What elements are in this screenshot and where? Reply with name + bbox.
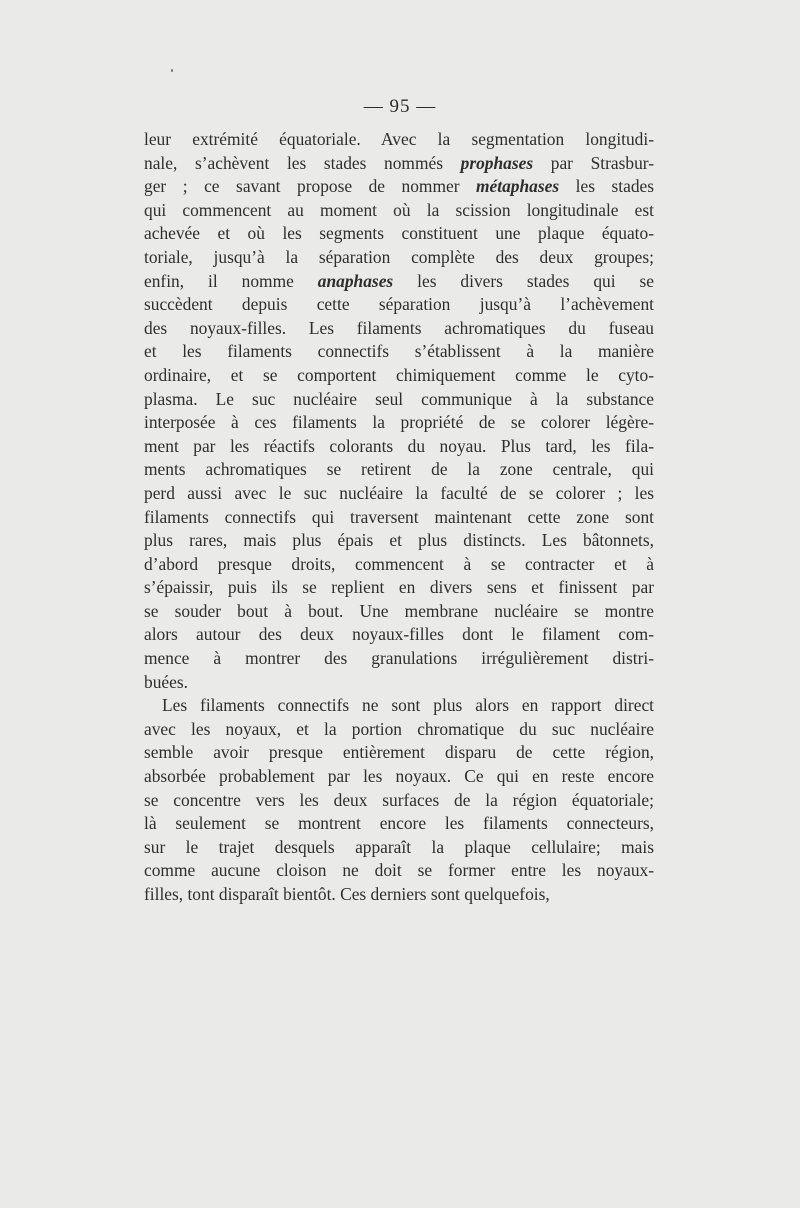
text-line: et les filaments connectifs s’établissent à la manière (144, 341, 654, 362)
text-line: filaments connectifs qui traversent maintenant cette zone sont (144, 506, 654, 527)
text-line: filles, tont disparaît bientôt. Ces derniers sont quelquefois, (144, 884, 550, 904)
text-line: se concentre vers les deux surfaces de la région équatoriale; (144, 789, 654, 810)
text-line: perd aussi avec le suc nucléaire la faculté de se colorer ; les (144, 482, 654, 503)
text-line: absorbée probablement par les noyaux. Ce qui en reste encore (144, 766, 654, 787)
page-speck (171, 69, 173, 72)
text-line: d’abord presque droits, commencent à se contracter et à (144, 553, 654, 574)
text-line: sur le trajet desquels apparaît la plaque cellulaire; mais (144, 836, 654, 857)
text-line: buées. (144, 671, 188, 692)
text-line: plus rares, mais plus épais et plus distincts. Les bâtonnets, (144, 530, 654, 551)
text-line: Les filaments connectifs ne sont plus alors en rapport direct (162, 695, 654, 716)
text-line: toriale, jusqu’à la séparation complète des deux groupes; (144, 246, 654, 267)
text-line: plasma. Le suc nucléaire seul communique à la substance (144, 388, 654, 409)
text-line: ordinaire, et se comportent chimiquement comme le cyto- (144, 364, 654, 385)
text-line: qui commencent au moment où la scission longitudinale est (144, 199, 654, 220)
text-line: semble avoir presque entièrement disparu de cette région, (144, 742, 654, 763)
text-line: enfin, il nomme anaphases les divers stades qui se (144, 270, 655, 291)
text-line: alors autour des deux noyaux-filles dont le filament com- (144, 624, 654, 645)
text-line: ger ; ce savant propose de nommer métaphases les stades (144, 176, 654, 197)
italic-term: métaphases (476, 176, 560, 197)
paragraph (144, 128, 654, 694)
text-line: nale, s’achèvent les stades nommés prophases par Strasbur- (144, 152, 655, 173)
text-line: ments achromatiques se retirent de la zone centrale, qui (144, 459, 654, 480)
text-line: se souder bout à bout. Une membrane nucléaire se montre (144, 600, 654, 621)
text-line: ment par les réactifs colorants du noyau. Plus tard, les fila- (144, 435, 654, 456)
italic-term: anaphases (317, 270, 394, 291)
text-line: interposée à ces filaments la propriété de se colorer légère- (144, 412, 654, 433)
text-line: leur extrémité équatoriale. Avec la segmentation longitudi- (144, 129, 654, 149)
text-line: avec les noyaux, et la portion chromatique du suc nucléaire (144, 718, 654, 739)
italic-term: prophases (460, 152, 534, 173)
page-number: — 95 — (363, 96, 437, 117)
body-text (144, 128, 654, 907)
text-line: là seulement se montrent encore les filaments connecteurs, (144, 813, 654, 834)
paragraph (144, 694, 654, 906)
text-line: mence à montrer des granulations irrégulièrement distri- (144, 648, 654, 669)
text-line: s’épaissir, puis ils se replient en divers sens et finissent par (144, 577, 654, 598)
text-line: achevée et où les segments constituent une plaque équato- (144, 223, 654, 244)
text-line: succèdent depuis cette séparation jusqu’à l’achèvement (144, 294, 654, 315)
text-line: des noyaux-filles. Les filaments achromatiques du fuseau (144, 317, 654, 338)
text-line: comme aucune cloison ne doit se former entre les noyaux- (144, 860, 654, 881)
